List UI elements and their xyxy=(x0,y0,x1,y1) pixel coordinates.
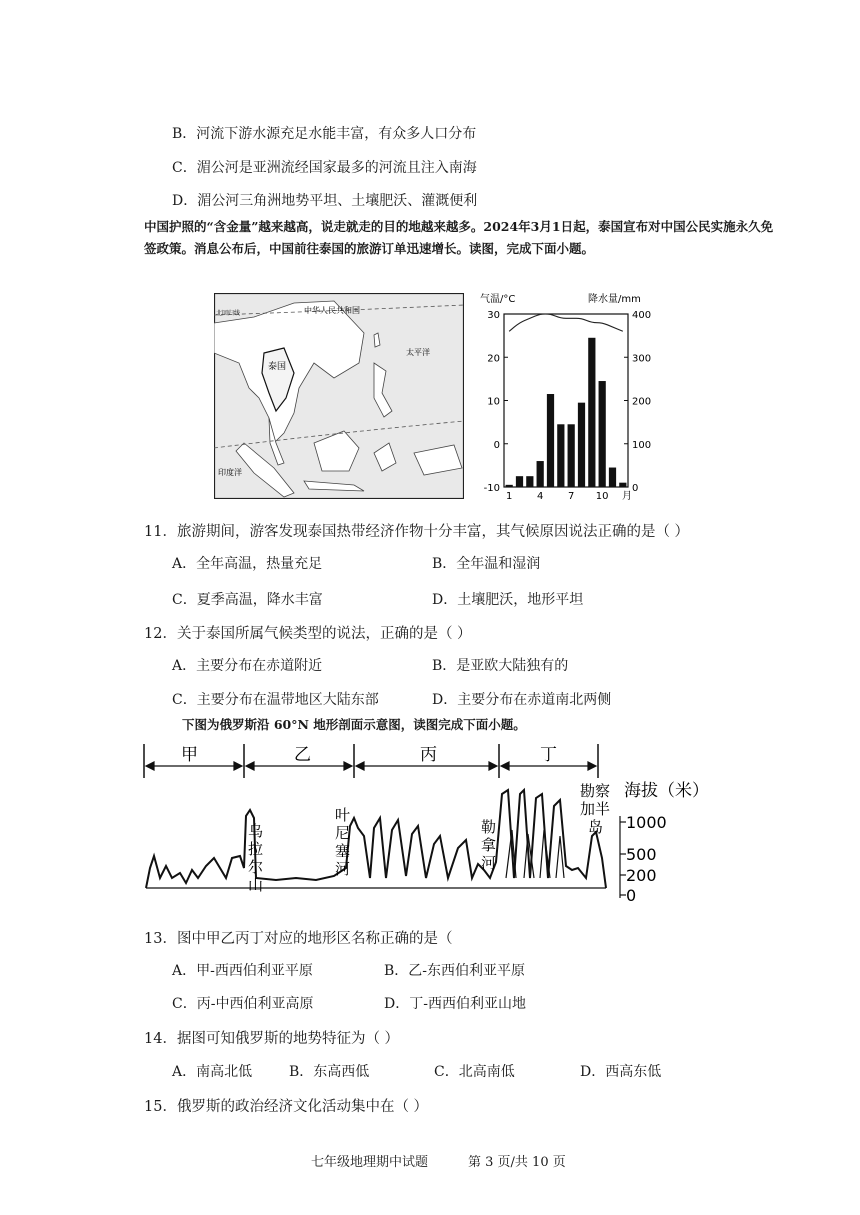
q12-option-b: B．是亚欧大陆独有的 xyxy=(432,658,569,674)
label-yenisei-river xyxy=(335,806,350,878)
terrain-profile xyxy=(136,738,716,908)
question-13-stem: 13．图中甲乙丙丁对应的地形区名称正确的是（ xyxy=(144,931,453,947)
precipitation-bar xyxy=(609,468,616,487)
kamchatka-line-1: 勘察 xyxy=(580,782,611,800)
elevation-tick-500: 500 xyxy=(626,845,657,864)
right-tick-label: 100 xyxy=(632,439,652,451)
ural-char-3: 尔 xyxy=(248,858,264,876)
q14-option-b: B．东高西低 xyxy=(289,1064,370,1080)
yenisei-char-3: 塞 xyxy=(335,842,351,860)
q11-option-b: B．全年温和湿润 xyxy=(432,556,541,572)
precipitation-bar xyxy=(547,394,554,487)
reading-passage-thailand: 中国护照的“含金量”越来越高，说走就走的目的地越来越多。2024年3月1日起，泰国宣布对中国公民实施永久免签政策。消息公布后，中国前往泰国的旅游订单迅速增长。读图，完成下面小题。 xyxy=(144,219,774,256)
option-c: C．湄公河是亚洲流经国家最多的河流且注入南海 xyxy=(172,160,477,176)
precipitation-bar xyxy=(516,476,523,487)
q13-option-c: C．丙-中西伯利亚高原 xyxy=(172,996,314,1012)
option-d: D．湄公河三角洲地势平坦、土壤肥沃、灌溉便利 xyxy=(172,193,478,209)
map-label-tropic: 北回归线 xyxy=(216,310,241,317)
lena-char-3: 河 xyxy=(481,854,497,872)
left-tick-label: -10 xyxy=(483,483,500,494)
chart-ylabel-left: 气温/°C xyxy=(480,294,516,305)
kamchatka-line-3: 岛 xyxy=(588,818,604,836)
precipitation-bar xyxy=(588,338,595,487)
question-11-stem: 11．旅游期间，游客发现泰国热带经济作物十分丰富，其气候原因说法正确的是（ ） xyxy=(144,524,690,540)
q14-option-a: A．南高北低 xyxy=(172,1064,253,1080)
lena-char-1: 勒 xyxy=(481,818,497,836)
elevation-tick-200: 200 xyxy=(626,866,657,885)
elevation-title: 海拔（米） xyxy=(624,781,709,801)
temperature-line xyxy=(509,314,623,331)
question-15-stem: 15．俄罗斯的政治经济文化活动集中在（ ） xyxy=(144,1099,429,1115)
yenisei-char-1: 叶 xyxy=(335,806,351,824)
kamchatka-line-2: 加半 xyxy=(580,800,611,818)
southeast-asia-map xyxy=(214,293,464,499)
x-axis xyxy=(506,490,632,502)
question-12-stem: 12．关于泰国所属气候类型的说法，正确的是（ ） xyxy=(144,626,472,642)
x-tick-label: 4 xyxy=(536,491,544,502)
ural-char-2: 拉 xyxy=(248,840,264,858)
q11-option-c: C．夏季高温，降水丰富 xyxy=(172,592,323,608)
yenisei-char-2: 尼 xyxy=(335,824,351,842)
chart-ylabel-right: 降水量/mm xyxy=(588,294,641,305)
label-lena-river xyxy=(481,818,496,872)
precipitation-bar xyxy=(619,483,626,487)
q13-option-a: A．甲-西西伯利亚平原 xyxy=(172,963,313,979)
question-14-stem: 14．据图可知俄罗斯的地势特征为（ ） xyxy=(144,1031,400,1047)
elevation-tick-0: 0 xyxy=(626,886,637,905)
precipitation-bars xyxy=(506,338,627,487)
q11-option-a: A．全年高温，热量充足 xyxy=(172,556,323,572)
precipitation-bar xyxy=(537,461,544,487)
yenisei-char-4: 河 xyxy=(335,860,351,878)
chart-frame xyxy=(504,314,628,487)
right-tick-label: 200 xyxy=(632,396,652,408)
q13-option-b: B．乙-东西伯利亚平原 xyxy=(384,963,526,979)
section-yi: 乙 xyxy=(294,745,311,765)
option-b: B．河流下游水源充足水能丰富，有众多人口分布 xyxy=(172,126,477,142)
q12-option-a: A．主要分布在赤道附近 xyxy=(172,658,323,674)
precipitation-bar xyxy=(526,476,533,487)
map-label-china: 中华人民共和国 xyxy=(304,306,360,315)
ural-char-1: 乌 xyxy=(248,822,264,840)
x-axis-unit: 月 xyxy=(622,491,632,502)
reading-passage-russia: 下图为俄罗斯沿 60°N 地形剖面示意图，读图完成下面小题。 xyxy=(182,717,526,732)
label-ural-mountains xyxy=(248,822,263,894)
ural-char-4: 山 xyxy=(248,876,264,894)
map-label-thailand: 泰国 xyxy=(268,362,287,372)
precipitation-bar xyxy=(578,403,585,487)
precipitation-bar xyxy=(557,424,564,487)
map-label-pacific: 太平洋 xyxy=(406,348,430,357)
precipitation-bar xyxy=(506,485,513,487)
right-tick-label: 0 xyxy=(632,483,639,494)
precipitation-bar xyxy=(599,381,606,487)
left-tick-label: 10 xyxy=(487,396,500,408)
q12-option-c: C．主要分布在温带地区大陆东部 xyxy=(172,692,379,708)
footer-title: 七年级地理期中试题 xyxy=(311,1155,429,1170)
q14-option-d: D．西高东低 xyxy=(580,1064,662,1080)
section-bing: 丙 xyxy=(420,745,437,765)
section-jia: 甲 xyxy=(181,745,198,765)
q13-option-d: D．丁-西西伯利亚山地 xyxy=(384,996,526,1012)
left-tick-label: 30 xyxy=(487,310,500,321)
left-tick-label: 20 xyxy=(487,353,500,365)
label-kamchatka xyxy=(580,782,610,836)
right-tick-label: 300 xyxy=(632,353,652,365)
x-tick-label: 10 xyxy=(595,491,609,502)
page-number: 第 3 页/共 10 页 xyxy=(468,1155,566,1170)
climate-chart xyxy=(470,290,660,505)
x-tick-label: 1 xyxy=(505,491,513,502)
right-tick-label: 400 xyxy=(632,310,652,321)
precipitation-bar xyxy=(568,424,575,487)
left-tick-label: 0 xyxy=(493,439,500,451)
x-tick-label: 7 xyxy=(567,491,575,502)
map-label-indian-ocean: 印度洋 xyxy=(218,468,242,477)
section-ding: 丁 xyxy=(540,745,557,765)
q14-option-c: C．北高南低 xyxy=(434,1064,515,1080)
elevation-tick-1000: 1000 xyxy=(626,813,667,832)
q11-option-d: D．土壤肥沃，地形平坦 xyxy=(432,592,584,608)
lena-char-2: 拿 xyxy=(481,836,497,854)
q12-option-d: D．主要分布在赤道南北两侧 xyxy=(432,692,612,708)
